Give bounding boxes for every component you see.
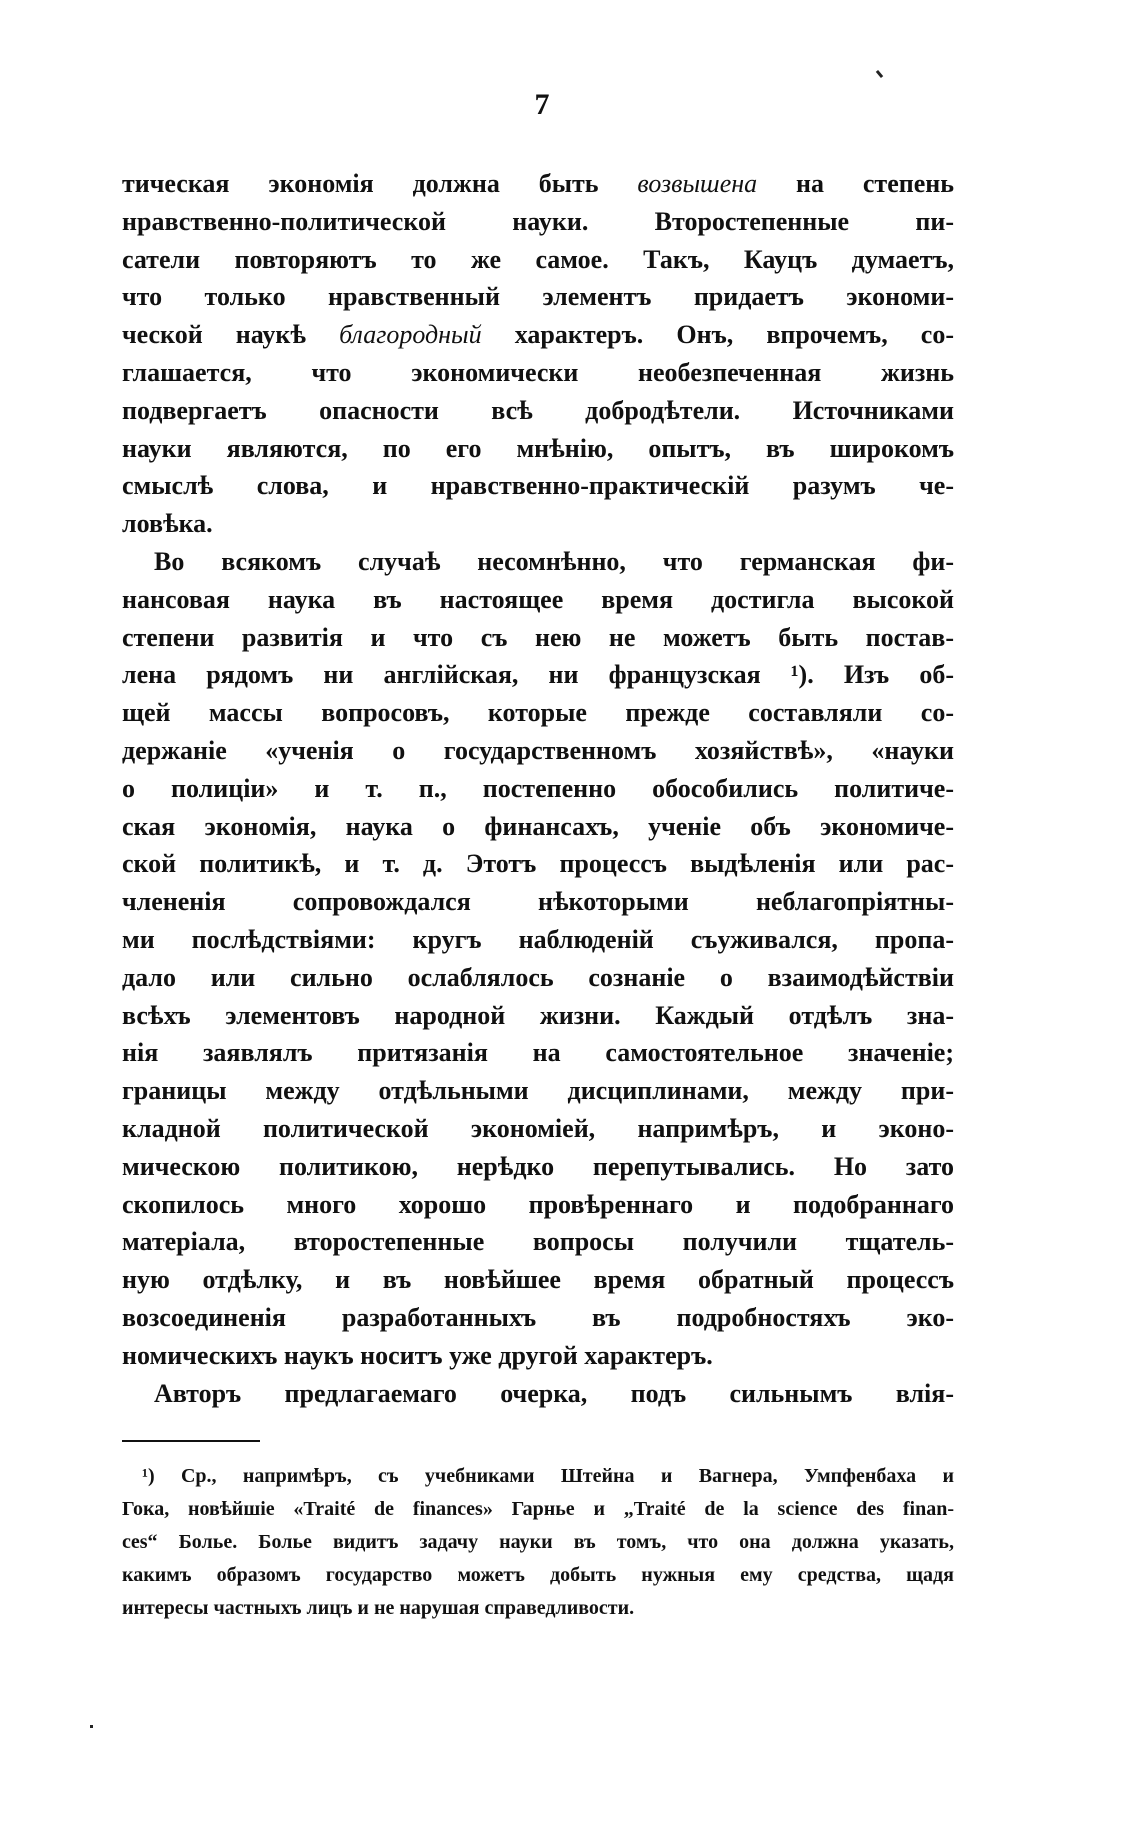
text-line: ную отдѣлку, и въ новѣйшее время обратный процессъ <box>122 1265 954 1295</box>
text-line: Во всякомъ случаѣ несомнѣнно, что германская фи- <box>154 546 954 576</box>
emphasized-word: возвышена <box>637 169 758 198</box>
text-line: матеріала, второстепенные вопросы получили тщатель- <box>122 1227 954 1257</box>
text-line: тическая экономія должна быть возвышена на степень <box>122 169 954 198</box>
text-line: степени развитія и что съ нею не можетъ быть постав- <box>122 622 954 652</box>
footnote-line: ces“ Болье. Болье видитъ задачу науки въ томъ, что она должна указать, <box>122 1531 954 1553</box>
footnote-line: Гока, новѣйшіе «Traité de finances» Гарнье и „Traité de la science des finan- <box>122 1498 954 1520</box>
footnote-rule <box>122 1440 260 1442</box>
text-line: щей массы вопросовъ, которые прежде составляли со- <box>122 698 954 728</box>
text-line: нія заявлялъ притязанія на самостоятельное значеніе; <box>122 1038 954 1068</box>
text-line: ми послѣдствіями: кругъ наблюденій съуживался, пропа- <box>122 924 954 954</box>
text-line: держаніе «ученія о государственномъ хозяйствѣ», «науки <box>122 735 954 765</box>
paragraph <box>122 165 954 543</box>
text-line: смыслѣ слова, и нравственно-практическій разумъ че- <box>122 471 954 501</box>
text-line: кладной политической экономіей, напримѣръ, и эконо- <box>122 1113 954 1143</box>
paragraph <box>122 1375 954 1413</box>
text-line: сатели повторяютъ то же самое. Такъ, Кауцъ думаетъ, <box>122 244 954 274</box>
text-line: границы между отдѣльными дисциплинами, между при- <box>122 1076 954 1106</box>
text-line: о полиціи» и т. п., постепенно обособились политиче- <box>122 773 954 803</box>
text-line: Авторъ предлагаемаго очерка, подъ сильнымъ влія- <box>154 1378 954 1408</box>
text-line: номическихъ наукъ носитъ уже другой характеръ. <box>122 1340 713 1370</box>
text-line: нравственно-политической науки. Второстепенные пи- <box>122 206 954 236</box>
footnote <box>122 1460 954 1625</box>
text-line: ской политикѣ, и т. д. Этотъ процессъ выдѣленія или рас- <box>122 849 954 879</box>
text-line: ская экономія, наука о финансахъ, ученіе объ экономиче- <box>122 811 954 841</box>
text-line: члененія сопровождался нѣкоторыми неблагопріятны- <box>122 887 954 917</box>
text-line: возсоединенія разработанныхъ въ подробностяхъ эко- <box>122 1302 954 1332</box>
paragraph <box>122 543 954 1375</box>
text-line: нансовая наука въ настоящее время достигла высокой <box>122 584 954 614</box>
text-line: науки являются, по его мнѣнію, опытъ, въ широкомъ <box>122 433 954 463</box>
print-speck <box>876 70 883 78</box>
text-line: мическою политикою, нерѣдко перепутывались. Но зато <box>122 1151 954 1181</box>
text-line: всѣхъ элементовъ народной жизни. Каждый отдѣлъ зна- <box>122 1000 954 1030</box>
footnote-line: какимъ образомъ государство можетъ добыть нужныя ему средства, щадя <box>122 1564 954 1586</box>
text-line: ловѣка. <box>122 509 213 539</box>
text-line: ческой наукѣ благородный характеръ. Онъ, впрочемъ, со- <box>122 320 954 350</box>
text-line: дало или сильно ослаблялось сознаніе о взаимодѣйствіи <box>122 962 954 992</box>
emphasized-word: благородный <box>339 320 482 350</box>
text-line: лена рядомъ ни англійская, ни французская ¹). Изъ об- <box>122 660 954 690</box>
footnote-line: интересы частныхъ лицъ и не нарушая справедливости. <box>122 1597 635 1619</box>
text-line: скопилось много хорошо провѣреннаго и подобраннаго <box>122 1189 954 1219</box>
text-line: что только нравственный элементъ придаетъ экономи- <box>122 282 954 312</box>
text-line: глашается, что экономически необезпеченная жизнь <box>122 357 954 387</box>
body-text <box>122 165 954 1412</box>
text-line: подвергаетъ опасности всѣ добродѣтели. Источниками <box>122 395 954 425</box>
footnote-line: ¹) Ср., напримѣръ, съ учебниками Штейна и Вагнера, Умпфенбаха и <box>142 1465 954 1487</box>
print-speck <box>90 1725 93 1728</box>
page-number: 7 <box>534 88 550 121</box>
